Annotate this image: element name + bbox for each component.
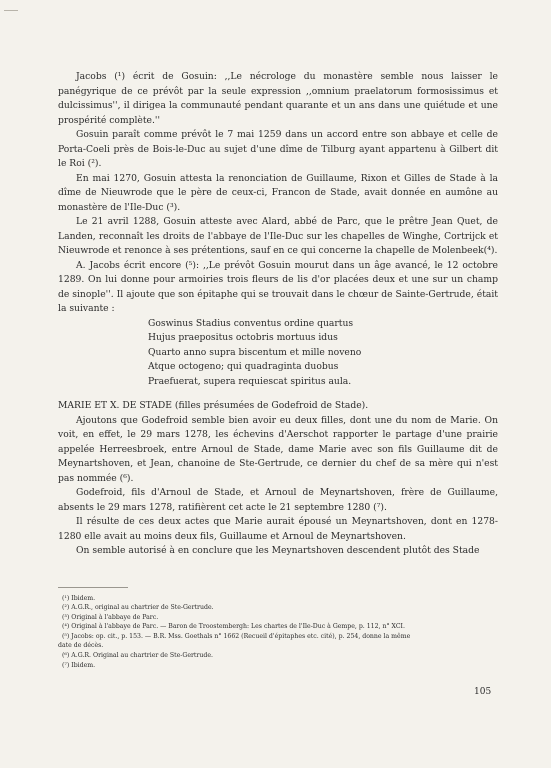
footnote: (⁴) Original à l'abbaye de Parc. — Baron de Troostembergh: Les chartes de l'Ile-Duc à Gempe, p. 112, n° XCI. <box>62 623 405 631</box>
epitaph-verse <box>148 317 498 390</box>
epitaph-line: Hujus praepositus octobris mortuus idus <box>148 332 338 343</box>
footnote: (⁷) Ibidem. <box>62 661 96 669</box>
paragraph-jacobs-quote: Jacobs (¹) écrit de Gosuin: ,,Le nécrologe du monastère semble nous laisser le panégyrique de ce prévôt par la seule expression ,,omnium praelatorum formosissimus et dulcissimus'', il dirigea la communauté pendant quarante et un ans dans une quiétude et une prospérité complète.'' <box>58 71 498 126</box>
paragraph-ratification: Godefroid, fils d'Arnoul de Stade, et Arnoul de Meynartshoven, frère de Guillaume, absents le 29 mars 1278, ratifièrent cet acte le 21 septembre 1280 (⁷). <box>58 487 498 513</box>
footnote: (³) Original à l'abbaye de Parc. <box>62 613 159 621</box>
footnote: (⁶) A.G.R. Original au chartrier de Ste-Gertrude. <box>62 652 213 660</box>
paragraph-jacobs-death: A. Jacobs écrit encore (⁵): ,,Le prévôt Gosuin mourut dans un âge avancé, le 12 octobre 1289. On lui donne pour armoiries trois fleurs de lis d'or placées deux et une sur un champ de sinople''. Il ajoute que son épitaphe qui se trouvait dans le chœur de Sainte-Gertrude, était la suivante : <box>58 259 498 314</box>
paragraph-meynartshoven: On semble autorisé à en conclure que les Meynartshoven descendent plutôt des Stade <box>76 545 480 556</box>
section-heading: MARIE ET X. DE STADE (filles présumées de Godefroid de Stade). <box>58 400 369 411</box>
footnote-continuation: date de décès. <box>58 642 104 650</box>
footnote: (⁵) Jacobs: op. cit., p. 153. — B.R. Mss. Goethals n° 1662 (Recueil d'épitaphes etc. cité), p. 254, donne la même <box>62 632 411 640</box>
paragraph-1259: Gosuin paraît comme prévôt le 7 mai 1259 dans un accord entre son abbaye et celle de Porta-Coeli près de Bois-le-Duc au sujet d'une dîme de Tilburg ayant appartenu à Gilbert dit le Roi (²). <box>58 129 498 169</box>
paragraph-1288: Le 21 avril 1288, Gosuin atteste avec Alard, abbé de Parc, que le prêtre Jean Quet, de Landen, reconnaît les droits de l'abbaye de l'Ile-Duc sur les chapelles de Winghe, Cortrijck et Nieuwrode et renonce à ses prétentions, sauf en ce qui concerne la chapelle de Molenbeek(⁴). <box>58 216 498 256</box>
paragraph-two-daughters: Ajoutons que Godefroid semble bien avoir eu deux filles, dont une du nom de Marie. On voit, en effet, le 29 mars 1278, les échevins d'Aerschot rapporter le partage d'une prairie appelée Herreesbroek, entre Arnoul de Stade, dame Marie avec son fils Guillaume dit de Meynartshoven, et Jean, chanoine de Ste-Gertrude, ce dernier du chef de sa mère qui n'est pas nommée (⁶). <box>58 414 498 484</box>
footnote-divider <box>58 587 128 588</box>
corner-mark <box>4 10 18 11</box>
paragraph-1270: En mai 1270, Gosuin attesta la renonciation de Guillaume, Rixon et Gilles de Stade à la dîme de Nieuwrode que le père de ceux-ci, Francon de Stade, avait donnée en aumône au monastère de l'Ile-Duc (³). <box>58 172 498 213</box>
epitaph-line: Goswinus Stadius conventus ordine quartus <box>148 317 354 329</box>
footnote: (¹) Ibidem. <box>62 594 96 602</box>
page-body <box>58 70 498 670</box>
epitaph-line: Praefuerat, supera requiescat spiritus aula. <box>148 375 352 387</box>
page-number: 105 <box>474 687 492 697</box>
footnote: (²) A.G.R., original au chartrier de Ste-Gertrude. <box>62 604 214 612</box>
epitaph-line: Quarto anno supra biscentum et mille noveno <box>148 346 362 358</box>
paragraph-conclusion: Il résulte de ces deux actes que Marie aurait épousé un Meynartshoven, dont en 1278-1280 elle avait au moins deux fils, Guillaume et Arnoul de Meynartshoven. <box>58 516 498 542</box>
epitaph-line: Atque octogeno; qui quadraginta duobus <box>148 361 339 372</box>
